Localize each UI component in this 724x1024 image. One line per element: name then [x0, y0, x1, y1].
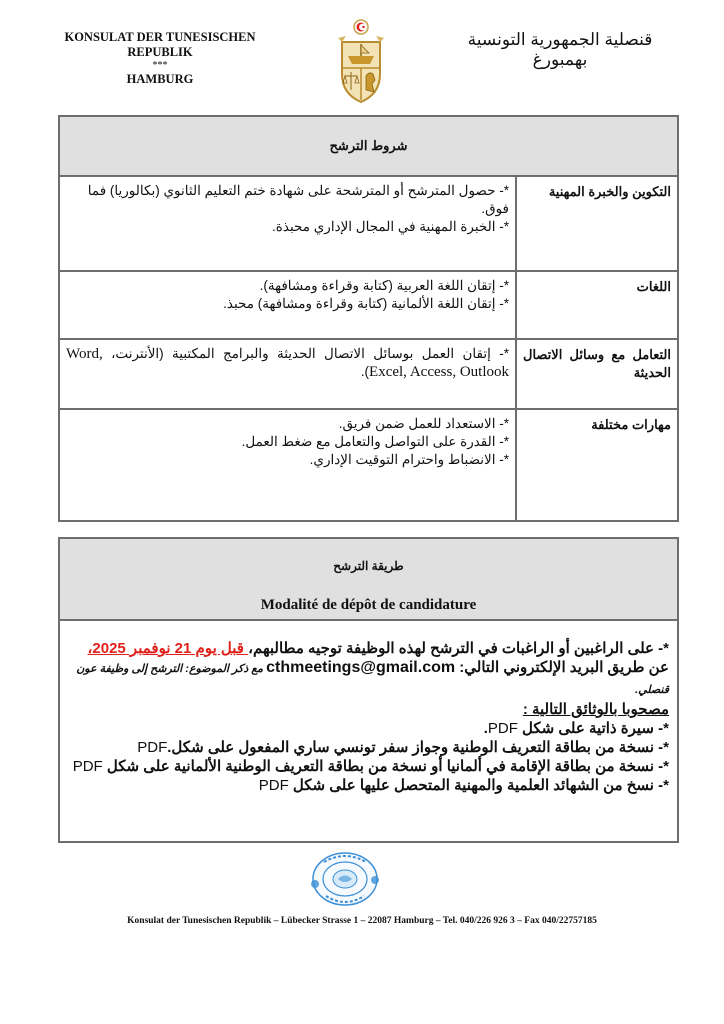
row-label: مهارات مختلفة: [515, 410, 677, 522]
application-title-ar: طريقة الترشح: [333, 559, 404, 573]
content-line: *- إتقان اللغة الألمانية (كتابة وقراءة ومشافهة) محبذ.: [223, 296, 509, 311]
email-link[interactable]: cthmeetings@gmail.com: [266, 659, 456, 676]
document-text: *- نسخة من بطاقة التعريف الوطنية وجواز سفر تونسي ساري المفعول على شكل.: [167, 739, 669, 756]
document-text: *- سيرة ذاتية على شكل: [517, 720, 669, 737]
application-body: [60, 621, 677, 795]
document-suffix: .: [483, 720, 488, 737]
header-right-line1: قنصلية الجمهورية التونسية: [467, 30, 653, 49]
subject-label: مع ذكر الموضوع:: [182, 663, 267, 675]
software-list: Word, Excel, Access, Outlook: [66, 346, 509, 380]
requirements-table: [58, 115, 679, 522]
application-table: [58, 537, 679, 843]
instruction-text: *- على الراغبين أو الراغبات في الترشح لهذه الوظيفة توجيه مطالبهم،: [248, 640, 669, 657]
document-format: PDF: [258, 777, 289, 794]
row-content: [60, 340, 515, 408]
content-line: *- الخبرة المهنية في المجال الإداري محبذة.: [272, 219, 509, 234]
header-left-stars: ***: [152, 60, 168, 71]
application-instruction: [68, 639, 669, 658]
deadline-text: قبل يوم 21 نوفمبر 2025،: [87, 640, 249, 657]
row-label: التكوين والخبرة المهنية: [515, 177, 677, 270]
document-format: PDF: [72, 758, 103, 775]
application-header: [60, 539, 677, 621]
header-left-line2: REPUBLIK: [127, 44, 193, 59]
content-line: *- حصول المترشح أو المترشحة على شهادة ختم التعليم الثانوي (بكالوريا) فما فوق.: [87, 183, 509, 216]
requirements-row-languages: [60, 272, 677, 340]
requirements-row-skills: [60, 410, 677, 522]
documents-heading: مصحوبا بالوثائق التالية :: [522, 701, 669, 718]
document-text: *- نسخ من الشهائد العلمية والمهنية المتحصل عليها على شكل: [288, 777, 669, 794]
header-left-city: HAMBURG: [126, 72, 194, 86]
requirements-row-communication: [60, 340, 677, 410]
header-right-line2: بهمبورغ: [532, 50, 588, 69]
content-line: *- إتقان اللغة العربية (كتابة وقراءة ومشافهة).: [259, 278, 509, 293]
row-content: [60, 272, 515, 338]
content-line: *- الانضباط واحترام التوقيت الإداري.: [309, 452, 509, 467]
content-line: *- القدرة على التواصل والتعامل مع ضغط العمل.: [241, 434, 509, 449]
tunisia-coat-of-arms-icon: [336, 18, 386, 104]
consulate-stamp-icon: [310, 850, 380, 908]
row-label: التعامل مع وسائل الاتصال الحديثة: [515, 340, 677, 408]
footer-address: Konsulat der Tunesischen Republik – Lübecker Strasse 1 – 22087 Hamburg – Tel. 040/226 926 3 – Fax 040/22757185: [127, 916, 597, 926]
content-line: *- الاستعداد للعمل ضمن فريق.: [338, 416, 509, 431]
software-list-suffix: ).: [360, 364, 370, 379]
header-right-block: [430, 30, 690, 70]
document-format: PDF: [137, 739, 168, 756]
requirements-row-training: [60, 177, 677, 272]
document-item: [68, 719, 669, 738]
content-line: *- إتقان العمل بوسائل الاتصال الحديثة والبرامج المكتبية (الأنترنت،: [111, 346, 509, 361]
row-content: [60, 410, 515, 522]
document-item: [68, 757, 669, 776]
document-text: *- نسخة من بطاقة الإقامة في ألمانيا أو نسخة من بطاقة التعريف الوطنية الألمانية على شكل: [102, 758, 669, 775]
requirements-title: شروط الترشح: [60, 117, 677, 177]
header-left-block: [60, 30, 260, 87]
header-left-line1: KONSULAT DER TUNESISCHEN: [64, 30, 256, 44]
application-title-fr: Modalité de dépôt de candidature: [260, 597, 477, 613]
document-item: [68, 776, 669, 795]
email-prefix: عن طريق البريد الإلكتروني التالي:: [455, 659, 669, 676]
document-item: [68, 738, 669, 757]
row-content: [60, 177, 515, 270]
application-email-line: [68, 658, 669, 700]
row-label: اللغات: [515, 272, 677, 338]
subject-text: الترشح إلى وظيفة عون قنصلي.: [76, 663, 669, 696]
document-format: PDF: [487, 720, 518, 737]
